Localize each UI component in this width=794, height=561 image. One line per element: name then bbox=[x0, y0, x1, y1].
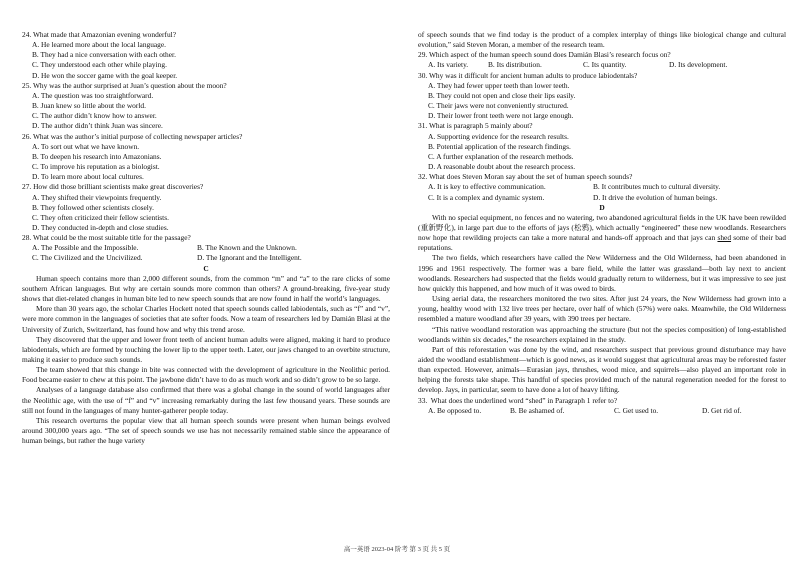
answer-option: C. They often criticized their fellow scientists. bbox=[32, 212, 169, 222]
passage-paragraph: Human speech contains more than 2,000 different sounds, from the common “m” and “a” to the rare clicks of some southern African languages. But why are certain sounds more common than others? A ground-breaking, five-year study shows that diet-related changes in human bite led to new speech sounds that are now found in half the world’s languages. bbox=[22, 273, 390, 304]
answer-option: C. To improve his reputation as a biologist. bbox=[32, 162, 160, 172]
page-footer: 高一英语 2023-04 阶考 第 3 页 共 5 页 bbox=[343, 546, 451, 553]
answer-option: C. They understood each other while playing. bbox=[32, 60, 167, 70]
passage-paragraph: The team showed that this change in bite was connected with the development of agriculture in the Neolithic period. Food became easier to chew at this point. The jawbone didn’t have to do as much work and so didn’t grow to be so large. bbox=[22, 365, 390, 385]
answer-option: D. It drive the evolution of human beings. bbox=[593, 192, 718, 202]
answer-option: A. They had fewer upper teeth than lower teeth. bbox=[428, 80, 570, 90]
options-row bbox=[418, 60, 786, 70]
question-stem: 25. Why was the author surprised at Juan’s question about the moon? bbox=[22, 80, 227, 90]
passage-paragraph: More than 30 years ago, the scholar Charles Hockett noted that speech sounds called labiodentals, such as “f” and “v”, were more common in the languages of societies that ate softer foods. Now a team of researchers led by Damián Blasi at the University of Zurich, Switzerland, has found how and why this trend arose. bbox=[22, 304, 390, 334]
passage-continuation: of speech sounds that we find today is the product of a complex interplay of things like biological change and cultural evolution,” said Steven Moran, a member of the research team. bbox=[418, 30, 786, 50]
passage-text: some of their bad reputations. bbox=[418, 233, 786, 253]
section-heading: D bbox=[599, 202, 605, 212]
passage-paragraph: Part of this reforestation was done by the wind, and researchers suspect that previous ground disturbance may have aided the woodland establishment—which is good news, as it would suggest that agricultural areas may be reforested faster than expected. However, animals—Eurasian jays, thrushes, wood mice, and squirrels—also played an important role in helping the forests take shape. This handful of species provided much of the natural regeneration needed for the forest to develop. Jays, in particular, seem to have done a lot of heavy lifting. bbox=[418, 344, 786, 395]
answer-option: D. Get rid of. bbox=[702, 405, 742, 415]
answer-option: A. It is key to effective communication. bbox=[428, 182, 546, 192]
passage-paragraph: The two fields, which researchers have called the New Wilderness and the Old Wilderness, had been abandoned in 1996 and 1961 respectively. The former was a bare field, while the latter was grassland—both lay next to ancient woodlands. Researchers had suspected that the fields would gradually return to wilderness, but it was impressive to see just how quickly this happened, and how much of it was owed to birds. bbox=[418, 253, 786, 293]
answer-option: C. Their jaws were not conveniently structured. bbox=[428, 101, 569, 111]
answer-option: C. Get used to. bbox=[614, 405, 659, 415]
answer-option: A. To sort out what we have known. bbox=[32, 141, 140, 151]
answer-option: C. A further explanation of the research methods. bbox=[428, 151, 574, 161]
question-stem: 31. What is paragraph 5 mainly about? bbox=[418, 121, 533, 131]
answer-option: A. The question was too straightforward. bbox=[32, 90, 154, 100]
answer-option: C. It is a complex and dynamic system. bbox=[428, 192, 545, 202]
options-row bbox=[22, 253, 390, 263]
passage-paragraph: Using aerial data, the researchers monitored the two sites. After just 24 years, the New Wilderness had grown into a young, healthy wood with 132 live trees per hectare, over half of which (57%) were oaks. Meanwhile, the Old Wilderness resembled a mature woodland after 39 years, with 390 trees per hectare. bbox=[418, 294, 786, 324]
question-stem: 33. What does the underlined word “shed” in Paragraph 1 refer to? bbox=[418, 395, 618, 405]
underlined-word: shed bbox=[717, 233, 732, 243]
answer-option: D. The author didn’t think Juan was sincere. bbox=[32, 121, 163, 131]
answer-option: B. They had a nice conversation with each other. bbox=[32, 50, 176, 60]
answer-option: A. They shifted their viewpoints frequently. bbox=[32, 192, 162, 202]
answer-option: C. The Civilized and the Uncivilized. bbox=[32, 253, 143, 263]
answer-option: D. The Ignorant and the Intelligent. bbox=[197, 253, 302, 263]
answer-option: D. He won the soccer game with the goal keeper. bbox=[32, 70, 178, 80]
question-stem: 30. Why was it difficult for ancient human adults to produce labiodentals? bbox=[418, 70, 638, 80]
answer-option: D. Their lower front teeth were not large enough. bbox=[428, 111, 574, 121]
answer-option: B. They followed other scientists closely. bbox=[32, 202, 154, 212]
answer-option: B. Potential application of the research findings. bbox=[428, 141, 571, 151]
answer-option: B. Its distribution. bbox=[488, 60, 542, 70]
answer-option: C. Its quantity. bbox=[583, 60, 627, 70]
passage-paragraph: Analyses of a language database also confirmed that there was a global change in the sound of world languages after the Neolithic age, with the use of “f” and “v” increasing remarkably during the last few thousand years. These sounds are still not found in the languages of many hunter-gatherer people today. bbox=[22, 385, 390, 415]
answer-option: D. They conducted in-depth and close studies. bbox=[32, 222, 169, 232]
left-column bbox=[22, 30, 390, 446]
passage-paragraph: They discovered that the upper and lower front teeth of ancient human adults were aligned, making it hard to produce labiodentals, which are formed by touching the lower lip to the upper teeth. Later, our jaws changed to an overbite structure, making it easier to produce such sounds. bbox=[22, 334, 390, 364]
options-row bbox=[22, 243, 390, 253]
answer-option: C. The author didn’t know how to answer. bbox=[32, 111, 157, 121]
question-stem: 28. What could be the most suitable title for the passage? bbox=[22, 233, 191, 243]
answer-option: B. Juan knew so little about the world. bbox=[32, 101, 146, 111]
answer-option: A. Supporting evidence for the research results. bbox=[428, 131, 569, 141]
answer-option: D. To learn more about local cultures. bbox=[32, 172, 144, 182]
options-row bbox=[418, 193, 786, 203]
answer-option: B. To deepen his research into Amazonians. bbox=[32, 151, 162, 161]
answer-option: A. Its variety. bbox=[428, 60, 469, 70]
question-stem: 24. What made that Amazonian evening wonderful? bbox=[22, 30, 176, 39]
section-heading: C bbox=[203, 263, 209, 273]
passage-paragraph: This research overturns the popular view that all human speech sounds were present when human beings evolved around 300,000 years ago. “The set of speech sounds we use has not necessarily remained stable since the appearance of human beings, but rather the huge variety bbox=[22, 415, 390, 446]
passage-paragraph bbox=[418, 213, 786, 254]
passage-paragraph: “This native woodland restoration was approaching the structure (but not the species composition) of long-established woodlands within six decades,” the researchers explained in the study. bbox=[418, 324, 786, 344]
answer-option: D. Its development. bbox=[669, 60, 728, 70]
answer-option: A. The Possible and the Impossible. bbox=[32, 243, 139, 253]
passage-text: With no special equipment, no fences and no watering, two abandoned agricultural fields in the UK have been rewilded (重新野化), in large part due to the efforts of jays (松鸦), which actually “engineered” these new woodlands. Researchers now hope that rewilding projects can take a more natural and hands-off approach and that jays can bbox=[418, 212, 786, 243]
answer-option: A. Be opposed to. bbox=[428, 405, 482, 415]
question-stem: 26. What was the author’s initial purpose of collecting newspaper articles? bbox=[22, 131, 243, 141]
right-column bbox=[418, 30, 786, 416]
answer-option: B. They could not open and close their lips easily. bbox=[428, 90, 576, 100]
answer-option: B. The Known and the Unknown. bbox=[197, 243, 297, 253]
question-stem: 32. What does Steven Moran say about the set of human speech sounds? bbox=[418, 172, 633, 182]
answer-option: B. It contributes much to cultural diversity. bbox=[593, 182, 721, 192]
question-stem: 27. How did those brilliant scientists make great discoveries? bbox=[22, 182, 204, 192]
options-row bbox=[418, 406, 786, 416]
question-stem: 29. Which aspect of the human speech sound does Damián Blasi’s research focus on? bbox=[418, 50, 671, 60]
answer-option: A. He learned more about the local language. bbox=[32, 40, 167, 50]
answer-option: B. Be ashamed of. bbox=[510, 405, 565, 415]
answer-option: D. A reasonable doubt about the research process. bbox=[428, 162, 576, 172]
options-row bbox=[418, 182, 786, 192]
